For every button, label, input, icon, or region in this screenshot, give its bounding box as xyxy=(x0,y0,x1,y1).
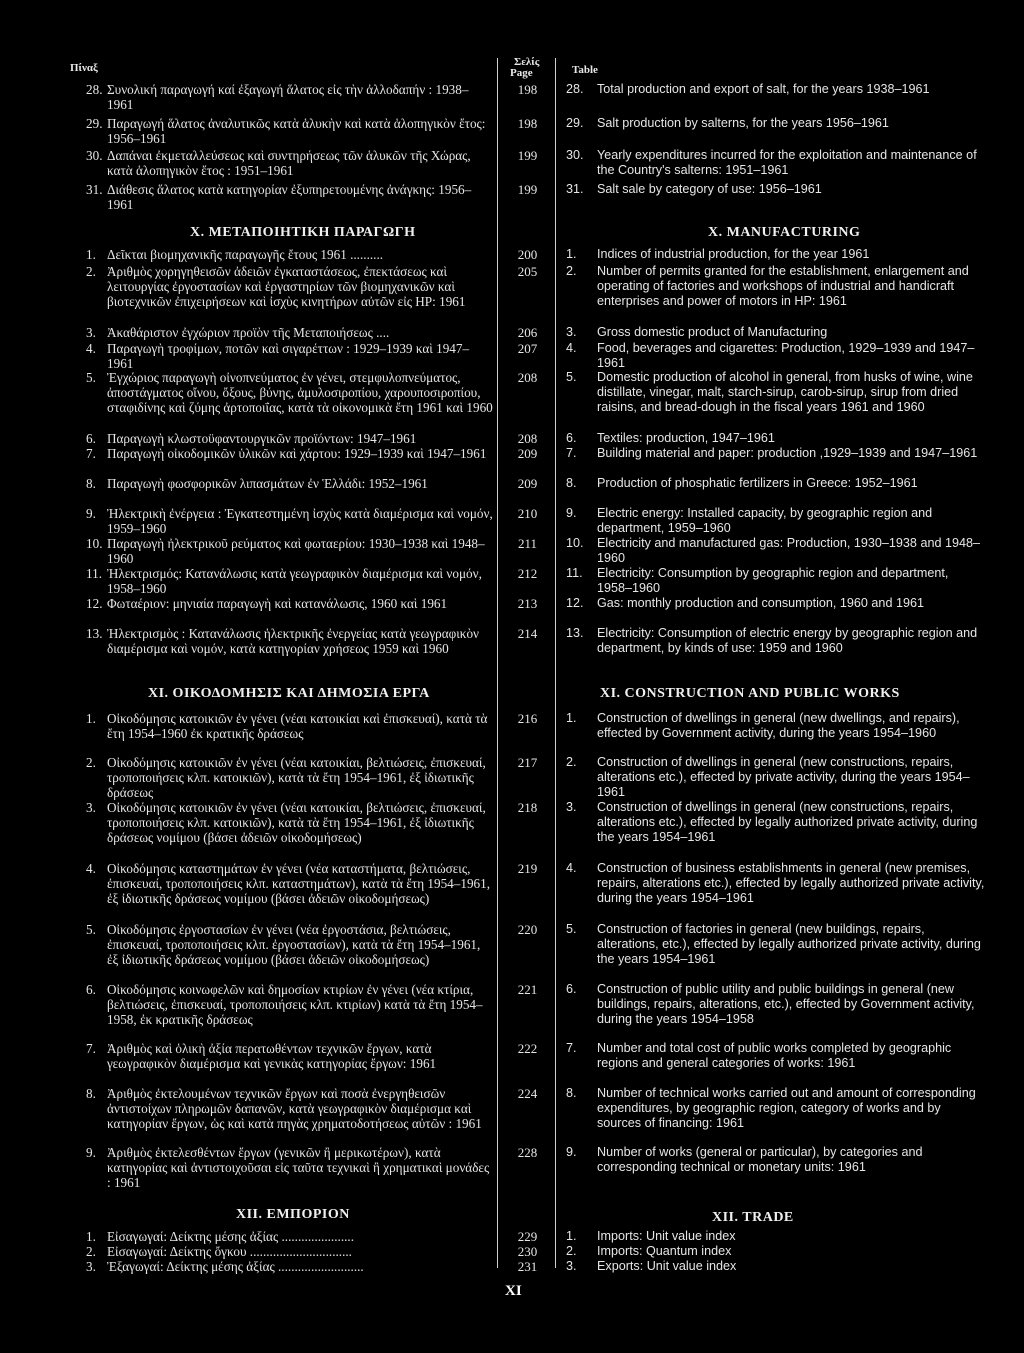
header-selis: Σελίς xyxy=(514,56,540,68)
page-number: 198 xyxy=(517,116,538,131)
page-number: 224 xyxy=(517,1086,538,1101)
page-number: 199 xyxy=(517,148,538,163)
page-number: 217 xyxy=(517,755,538,770)
page-number: 210 xyxy=(517,506,538,521)
page-number: 205 xyxy=(517,264,538,279)
section-title-en-xii: XII. TRADE xyxy=(712,1210,794,1225)
page-number: 209 xyxy=(517,446,538,461)
header-table: Table xyxy=(572,64,598,76)
page-number: 208 xyxy=(517,431,538,446)
page-number: 231 xyxy=(517,1259,538,1274)
page-number: 207 xyxy=(517,341,538,356)
page-number: 218 xyxy=(517,800,538,815)
page-number: 216 xyxy=(517,711,538,726)
column-rule-left xyxy=(497,58,498,1268)
page-number: 228 xyxy=(517,1145,538,1160)
section-title-gr-xii: XII. ΕΜΠΟΡΙΟΝ xyxy=(236,1207,350,1222)
page-number: 212 xyxy=(517,566,538,581)
section-title-en-xi: XI. CONSTRUCTION AND PUBLIC WORKS xyxy=(600,686,900,701)
footer-page-number: XI xyxy=(505,1283,522,1299)
section-title-gr-x: X. ΜΕΤΑΠΟΙΗΤΙΚΗ ΠΑΡΑΓΩΓΗ xyxy=(190,225,416,240)
page-number: 213 xyxy=(517,596,538,611)
page-number: 230 xyxy=(517,1244,538,1259)
page-number: 214 xyxy=(517,626,538,641)
header-page: Page xyxy=(510,67,533,79)
header-pinax: Πίναξ xyxy=(70,62,98,74)
page-number: 199 xyxy=(517,182,538,197)
page-number: 209 xyxy=(517,476,538,491)
page-number: 219 xyxy=(517,861,538,876)
page-number: 221 xyxy=(517,982,538,997)
page-number: 206 xyxy=(517,325,538,340)
page-number: 222 xyxy=(517,1041,538,1056)
section-title-gr-xi: XI. ΟΙΚΟΔΟΜΗΣΙΣ ΚΑΙ ΔΗΜΟΣΙΑ ΕΡΓΑ xyxy=(148,686,430,701)
page-number: 229 xyxy=(517,1229,538,1244)
page-number: 198 xyxy=(517,82,538,97)
column-rule-right xyxy=(555,58,556,1268)
section-title-en-x: X. MANUFACTURING xyxy=(708,225,861,240)
page-number: 211 xyxy=(517,536,538,551)
page-number: 208 xyxy=(517,370,538,385)
page-number: 220 xyxy=(517,922,538,937)
page-number: 200 xyxy=(517,247,538,262)
gr-entry: 28. Συνολική παραγωγή καί ἐξαγωγή ἅλατος εἰς τὴν ἀλλοδαπήν : 1938–1961 xyxy=(86,82,469,112)
